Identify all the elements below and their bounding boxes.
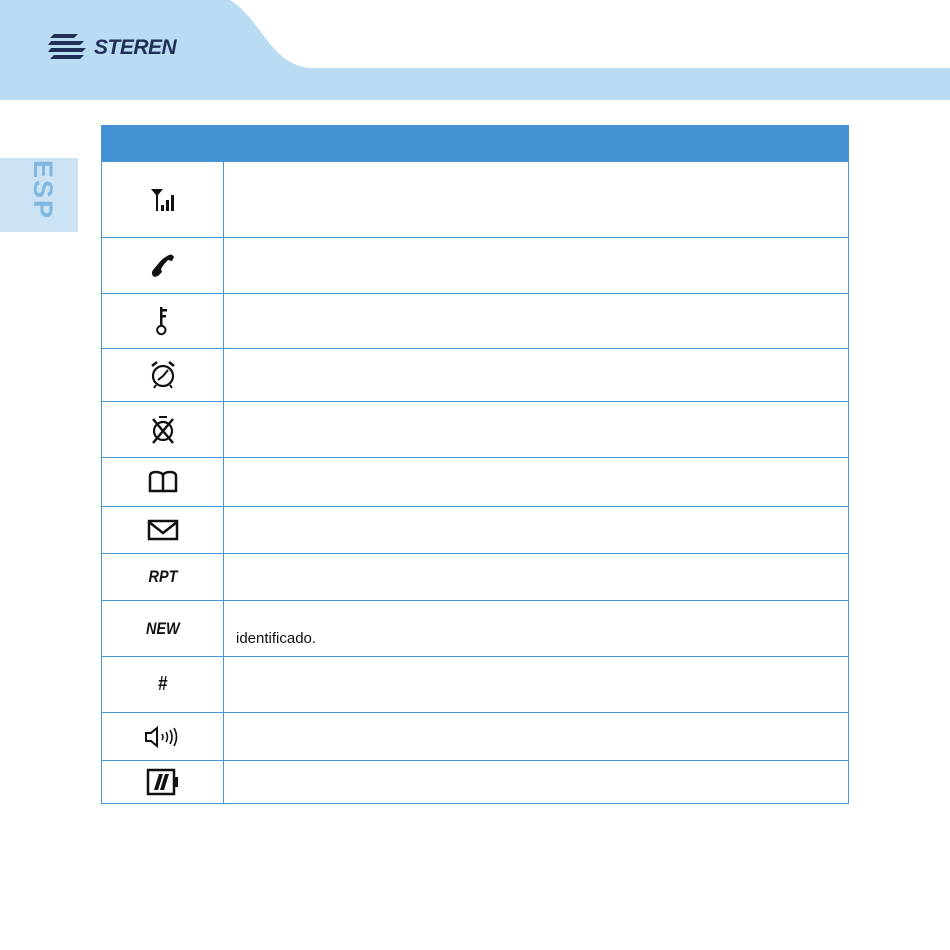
phonebook-icon xyxy=(147,470,179,494)
table-row xyxy=(101,713,849,761)
table-row xyxy=(101,554,849,601)
language-tab xyxy=(0,158,78,232)
key-icon xyxy=(155,306,171,336)
language-label: ESP xyxy=(28,160,58,221)
alarm-off-icon xyxy=(149,415,177,445)
hash-icon: # xyxy=(157,673,168,695)
table-row xyxy=(101,349,849,402)
alarm-clock-icon xyxy=(149,360,177,390)
row-description: identificado. xyxy=(236,630,317,647)
brand-name: STEREN xyxy=(94,36,177,59)
speaker-icon xyxy=(144,726,182,748)
phone-icon xyxy=(150,253,176,279)
table-row xyxy=(101,402,849,458)
table-header xyxy=(101,125,849,162)
steren-logo xyxy=(48,30,198,66)
table-row xyxy=(101,601,849,657)
logo-stripes-icon xyxy=(48,30,92,66)
table-row xyxy=(101,238,849,294)
signal-strength-icon xyxy=(150,187,176,213)
icon-table xyxy=(101,125,849,804)
table-row xyxy=(101,761,849,804)
table-row xyxy=(101,162,849,238)
table-row xyxy=(101,458,849,507)
table-row xyxy=(101,507,849,554)
envelope-icon xyxy=(147,519,179,541)
new-label-icon: NEW xyxy=(145,618,180,638)
table-row xyxy=(101,657,849,713)
battery-icon xyxy=(146,768,180,796)
page-header xyxy=(0,0,950,100)
rpt-label-icon: RPT xyxy=(148,567,177,586)
table-row xyxy=(101,294,849,349)
